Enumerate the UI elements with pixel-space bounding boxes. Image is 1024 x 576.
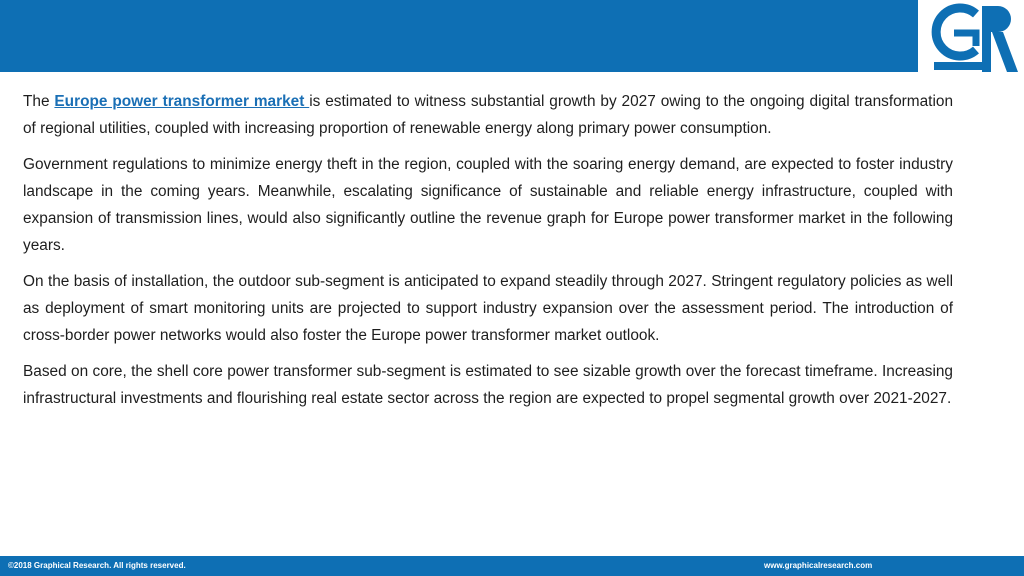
article-body (23, 88, 953, 421)
footer-bar (0, 556, 1024, 576)
intro-lead-text: The (23, 93, 55, 110)
paragraph-intro (23, 88, 953, 142)
copyright-text: ©2018 Graphical Research. All rights reserved. (8, 561, 186, 570)
paragraph-regulations: Government regulations to minimize energy theft in the region, coupled with the soaring energy demand, are expected to foster industry landscape in the coming years. Meanwhile, escalating significance of sustainable and reliable energy infrastructure, coupled with expansion of transmission lines, would also significantly outline the revenue graph for Europe power transformer market in the following years. (23, 156, 953, 254)
website-link[interactable]: www.graphicalresearch.com (764, 561, 873, 570)
intro-body-text: is estimated to witness substantial growth by 2027 owing to the ongoing digital transformation of regional utilities, coupled with increasing proportion of renewable energy along primary power consumption. (23, 93, 954, 137)
europe-power-transformer-market-link[interactable]: Europe power transformer market (54, 93, 310, 110)
paragraph-core: Based on core, the shell core power transformer sub-segment is estimated to see sizable growth over the forecast timeframe. Increasing infrastructural investments and flourishing real estate sector across the region are expected to propel segmental growth over 2021-2027. (23, 363, 953, 407)
paragraph-installation: On the basis of installation, the outdoor sub-segment is anticipated to expand steadily through 2027. Stringent regulatory policies as well as deployment of smart monitoring units are projected to support industry expansion over the assessment period. The introduction of cross-border power networks would also foster the Europe power transformer market outlook. (23, 273, 953, 344)
gr-logo-icon[interactable] (918, 0, 1024, 76)
header-bar (0, 0, 1024, 72)
